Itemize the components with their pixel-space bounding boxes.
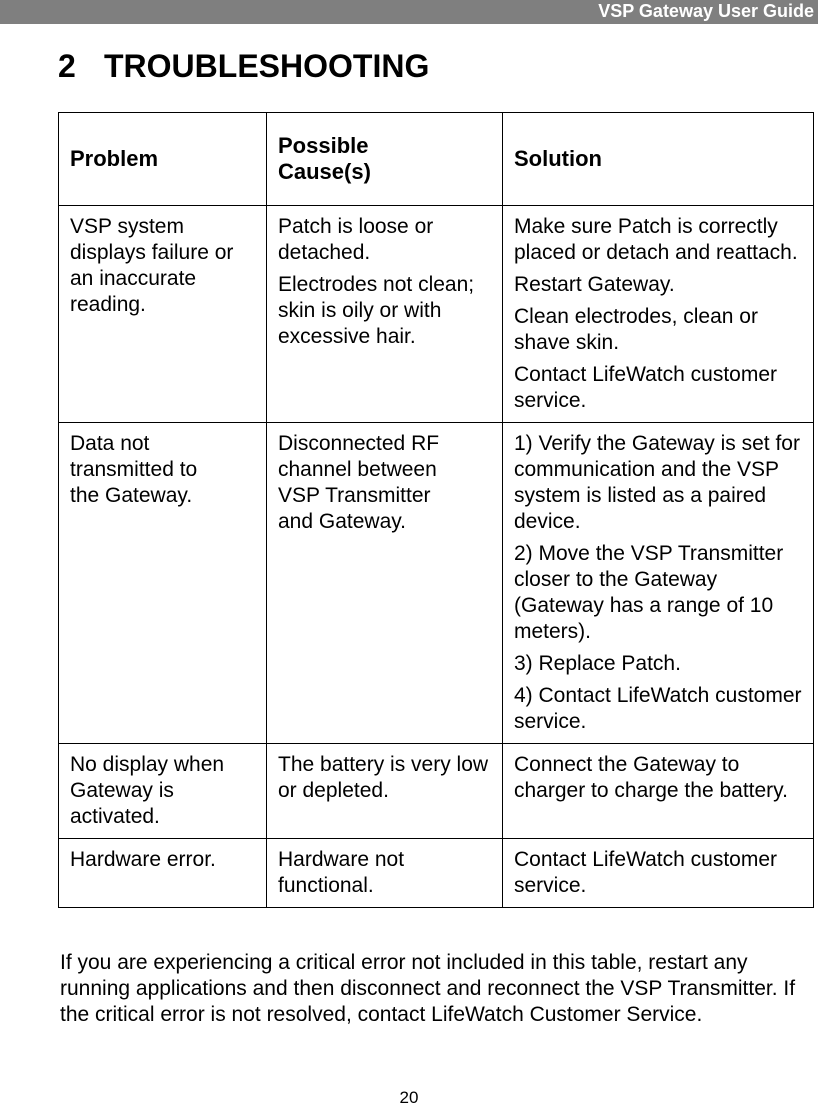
column-header-solution: Solution — [503, 113, 814, 206]
cell-problem — [59, 839, 267, 908]
cell-solution — [503, 744, 814, 839]
cell-cause — [267, 744, 503, 839]
cell-text: Data not transmitted to the Gateway. — [70, 432, 198, 507]
column-header-cause: Possible Cause(s) — [267, 113, 503, 206]
cell-text: Electrodes not clean; skin is oily or with excessive hair. — [278, 273, 475, 348]
cell-text: Disconnected RF channel between VSP Transmitter and Gateway. — [278, 432, 440, 533]
cell-problem — [59, 206, 267, 423]
cell-text: Contact LifeWatch customer service. — [514, 363, 777, 412]
cell-text: 1) Verify the Gateway is set for communication and the VSP system is listed as a paired device. — [514, 432, 800, 533]
cell-text: Restart Gateway. — [514, 273, 675, 296]
cell-text: Make sure Patch is correctly placed or detach and reattach. — [514, 215, 798, 264]
table-row — [59, 423, 814, 744]
cell-text: 3) Replace Patch. — [514, 652, 681, 675]
page-number: 20 — [399, 1088, 419, 1107]
cell-solution — [503, 839, 814, 908]
table-header-row — [59, 113, 814, 206]
section-title: TROUBLESHOOTING — [104, 48, 430, 84]
cell-cause — [267, 423, 503, 744]
cell-problem — [59, 744, 267, 839]
cell-problem — [59, 423, 267, 744]
running-header-title: VSP Gateway User Guide — [598, 1, 814, 21]
table-row — [59, 206, 814, 423]
cell-solution — [503, 423, 814, 744]
column-header-problem: Problem — [59, 113, 267, 206]
cell-text: Connect the Gateway to charger to charge the battery. — [514, 753, 788, 802]
cell-text: VSP system displays failure or an inaccurate reading. — [70, 215, 234, 316]
troubleshooting-table — [58, 112, 814, 908]
cell-text: 4) Contact LifeWatch customer service. — [514, 684, 802, 733]
footnote-paragraph: If you are experiencing a critical error not included in this table, restart any running applications and then disconnect and reconnect the VSP Transmitter. If the critical error is not resolved, contact LifeWatch Customer Service. — [60, 951, 796, 1026]
cell-text: Hardware error. — [70, 848, 216, 871]
cell-text: The battery is very low or depleted. — [278, 753, 489, 802]
running-header — [0, 0, 818, 24]
cell-solution — [503, 206, 814, 423]
table-row — [59, 744, 814, 839]
cell-cause — [267, 206, 503, 423]
table-row — [59, 839, 814, 908]
cell-text: Hardware not functional. — [278, 848, 405, 897]
cell-text: 2) Move the VSP Transmitter closer to the Gateway (Gateway has a range of 10 meters). — [514, 542, 784, 643]
cell-text: No display when Gateway is activated. — [70, 753, 225, 828]
section-number: 2 — [58, 48, 76, 84]
cell-text: Contact LifeWatch customer service. — [514, 848, 777, 897]
cell-text: Clean electrodes, clean or shave skin. — [514, 305, 758, 354]
cell-cause — [267, 839, 503, 908]
cell-text: Patch is loose or detached. — [278, 215, 434, 264]
section-heading — [58, 48, 429, 85]
